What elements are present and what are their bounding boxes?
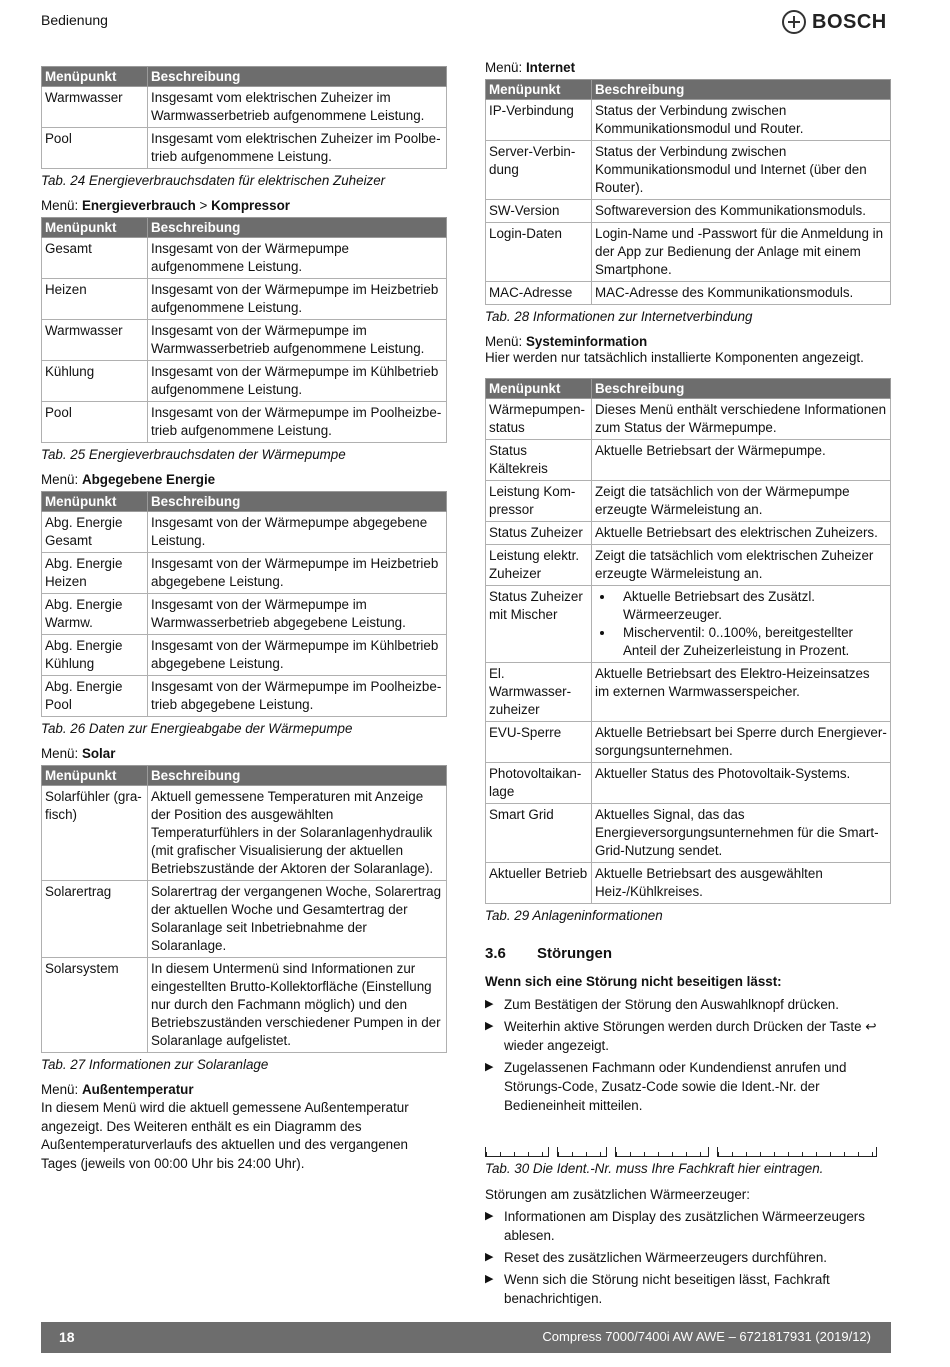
- menu-energieverbrauch-kompressor: Menü: Energieverbrauch > Kompressor: [41, 198, 290, 213]
- steps-list-2: [485, 1207, 891, 1308]
- table-25: Menüpunkt Beschreibung Gesamt Insgesamt von der Wärmepumpe aufgenommene Leistung. Heizen Insgesamt von der Wärmepumpe im Heizbetrieb aufgenommene Leistung. Warmwasser Insgesamt von der Wärmepumpe im Warmwasserbetrieb aufgenommene Leistung. Kühlung Insgesamt von der Wärmepumpe im Kühlbetrieb aufgenommene Leistung. Pool Insgesamt von der Wärmepumpe im Poolheizbetrieb aufgenommene Leistung.: [41, 217, 447, 443]
- table-29: Menüpunkt Beschreibung Wärmepumpenstatus Dieses Menü enthält verschiedene Informationen zum Status der Wärmepumpe. Status Kältekreis Aktuelle Betriebsart der Wärmepumpe. Leistung Kompressor Zeigt die tatsächlich von der Wärmepumpe erzeugte Wärmeleistung an. Status Zuheizer Aktuelle Betriebsart des elektrischen Zuheizers. Leistung elektr. Zuheizer Zeigt die tatsächlich vom elektrischen Zuheizer erzeugte Wärmeleistung an. Status Zuheizer mit Mischer • Aktuelle Betriebsart des Zusätzl. Wärmeerzeuger. • Mischerventil: 0..100%, bereitgestellter Anteil der Zuheizerleistung in Prozent. El. Warmwasserzuheizer Aktuelle Betriebsart des Elektro-Heizeinsatzes im externen Warmwasserspeicher. EVU-Sperre Aktuelle Betriebsart bei Sperre durch Energieversorgungsunternehmen. Photovoltaikanlage Aktueller Status des Photovoltaik-Systems. Smart Grid Aktuelles Signal, das das Energieversorgungsunternehmen für die Smart-Grid-Nutzung sendet. Aktueller Betrieb Aktuelle Betriebsart des ausgewählten Heiz-/Kühlkreises.: [485, 378, 891, 904]
- list-item: ▶ Wenn sich die Störung nicht beseitigen lässt, Fachkraft benachrichtigen.: [485, 1272, 830, 1306]
- table-row: Warmwasser Insgesamt vom elektrischen Zuheizer im Warmwasserbetrieb aufgenommene Leistung.: [42, 87, 447, 128]
- table-row: Wärmepumpenstatus Dieses Menü enthält verschiedene Informationen zum Status der Wärmepumpe.: [486, 398, 891, 439]
- bosch-armature-icon: [782, 10, 806, 34]
- table-row: IP-Verbindung Status der Verbindung zwischen Kommunikationsmodul und Router.: [486, 100, 891, 141]
- mischer-list: [595, 588, 887, 660]
- ident-segment: [717, 1147, 877, 1157]
- steps-list: [485, 995, 891, 1115]
- caption-tab-24: Tab. 24 Energieverbrauchsdaten für elektrischen Zuheizer: [41, 173, 386, 188]
- back-key-icon: ↩: [865, 1018, 877, 1034]
- table-row: MAC-Adresse MAC-Adresse des Kommunikationsmoduls.: [486, 282, 891, 305]
- section-lead-2: Störungen am zusätzlichen Wärmeerzeuger:: [485, 1186, 750, 1202]
- table-row: Gesamt Insgesamt von der Wärmepumpe aufgenommene Leistung.: [42, 238, 447, 279]
- table-26: Menüpunkt Beschreibung Abg. Energie Gesamt Insgesamt von der Wärmepumpe abgegebene Leistung. Abg. Energie Heizen Insgesamt von der Wärmepumpe im Heizbetrieb abgegebene Leistung. Abg. Energie Warmw. Insgesamt von der Wärmepumpe im Warmwasserbetrieb abgegebene Leistung. Abg. Energie Kühlung Insgesamt von der Wärmepumpe im Kühlbetrieb abgegebene Leistung. Abg. Energie Pool Insgesamt von der Wärmepumpe im Poolheizbetrieb abgegebene Leistung.: [41, 491, 447, 717]
- document-id: Compress 7000/7400i AW AWE – 6721817931 (2019/12): [542, 1329, 871, 1344]
- section-heading: 3.6 Störungen: [485, 944, 612, 962]
- table-row: Abg. Energie Heizen Insgesamt von der Wärmepumpe im Heizbetrieb abgegebene Leistung.: [42, 553, 447, 594]
- table-row: Photovoltaikanlage Aktueller Status des Photovoltaik-Systems.: [486, 762, 891, 803]
- table-row: Abg. Energie Warmw. Insgesamt von der Wärmepumpe im Warmwasserbetrieb abgegebene Leistung.: [42, 594, 447, 635]
- left-column: [41, 62, 447, 1173]
- brand-logo: [782, 10, 887, 34]
- col-header-menu: Menüpunkt: [42, 67, 148, 87]
- table-row: EVU-Sperre Aktuelle Betriebsart bei Sperre durch Energieversorgungsunternehmen.: [486, 721, 891, 762]
- table-27: Menüpunkt Beschreibung Solarfühler (grafisch) Aktuell gemessene Temperaturen mit Anzeige der Position des ausgewählten Temperaturfühlers in der Solaranlagenhydraulik (mit grafischer Visualisierung der aktuellen Betriebszustände der Aktoren der Solaranlage). Solarertrag Solarertrag der vergangenen Woche, Solarertrag der aktuellen Woche und Gesamtertrag der Solaranlage seit Inbetriebnahme der Solaranlage. Solarsystem In diesem Untermenü sind Informationen zur eingestellten Brutto-Kollektorfläche (Einstellung nur durch den Fachmann möglich) und den Betriebszuständen verschiedener Pumpen in der Solaranlage aufgelistet.: [41, 765, 447, 1053]
- table-row: Status Zuheizer mit Mischer • Aktuelle Betriebsart des Zusätzl. Wärmeerzeuger. • Mischerventil: 0..100%, bereitgestellter Anteil der Zuheizerleistung in Prozent.: [486, 585, 891, 662]
- arrow-right-icon: ▶: [485, 1210, 494, 1222]
- table-row: Pool Insgesamt von der Wärmepumpe im Poolheizbetrieb aufgenommene Leistung.: [42, 402, 447, 443]
- table-row: El. Warmwasserzuheizer Aktuelle Betriebsart des Elektro-Heizeinsatzes im externen Warmwasserspeicher.: [486, 662, 891, 721]
- systeminfo-intro: Hier werden nur tatsächlich installierte Komponenten angezeigt.: [485, 350, 864, 365]
- ident-segment: [485, 1147, 549, 1157]
- table-row: Solarertrag Solarertrag der vergangenen Woche, Solarertrag der aktuellen Woche und Gesamtertrag der Solaranlage seit Inbetriebnahme der Solaranlage.: [42, 881, 447, 958]
- page-number: 18: [59, 1329, 75, 1345]
- menu-internet: Menü: Internet: [485, 60, 576, 75]
- list-item: ▶ Informationen am Display des zusätzlichen Wärmeerzeugers ablesen.: [485, 1209, 865, 1243]
- table-row: Warmwasser Insgesamt von der Wärmepumpe im Warmwasserbetrieb aufgenommene Leistung.: [42, 320, 447, 361]
- arrow-right-icon: ▶: [485, 1251, 494, 1263]
- table-24: [41, 66, 447, 169]
- table-row: Smart Grid Aktuelles Signal, das das Energieversorgungsunternehmen für die Smart-Grid-Nutzung sendet.: [486, 803, 891, 862]
- menu-solar: Menü: Solar: [41, 746, 116, 761]
- arrow-right-icon: ▶: [485, 1273, 494, 1285]
- arrow-right-icon: ▶: [485, 1060, 494, 1073]
- table-row: Solarsystem In diesem Untermenü sind Informationen zur eingestellten Brutto-Kollektorfläche (Einstellung nur durch den Fachmann möglich) und den Betriebszuständen verschiedener Pumpen in der Solaranlage aufgelistet.: [42, 958, 447, 1053]
- arrow-right-icon: ▶: [485, 997, 494, 1010]
- list-item: • Aktuelle Betriebsart des Zusätzl. Wärmeerzeuger.: [615, 588, 887, 624]
- section-lead: Wenn sich eine Störung nicht beseitigen lässt:: [485, 973, 782, 989]
- table-row: Kühlung Insgesamt von der Wärmepumpe im Kühlbetrieb aufgenommene Leistung.: [42, 361, 447, 402]
- table-row: Abg. Energie Kühlung Insgesamt von der Wärmepumpe im Kühlbetrieb abgegebene Leistung.: [42, 635, 447, 676]
- table-row: Status Zuheizer Aktuelle Betriebsart des elektrischen Zuheizers.: [486, 521, 891, 544]
- ident-segment: [557, 1147, 607, 1157]
- caption-tab-26: Tab. 26 Daten zur Energieabgabe der Wärmepumpe: [41, 721, 353, 736]
- menu-systeminformation: Menü: Systeminformation: [485, 334, 648, 349]
- caption-tab-28: Tab. 28 Informationen zur Internetverbindung: [485, 309, 753, 324]
- menu-aussentemperatur: Menü: Außentemperatur: [41, 1082, 194, 1097]
- caption-tab-30: Tab. 30 Die Ident.-Nr. muss Ihre Fachkraft hier eintragen.: [485, 1160, 824, 1176]
- aussentemperatur-text: In diesem Menü wird die aktuell gemessene Außentemperatur angezeigt. Des Weiteren enthält es ein Diagramm des Außentemperaturverlaufs des aktuellen und des vergangenen Tages (jeweils von 00:00 Uhr bis 24:00 Uhr).: [41, 1100, 409, 1171]
- table-row: Server-Verbindung Status der Verbindung zwischen Kommunikationsmodul und Internet (über den Router).: [486, 141, 891, 200]
- arrow-right-icon: ▶: [485, 1019, 494, 1032]
- page-footer: [41, 1322, 891, 1353]
- menu-abgegebene-energie: Menü: Abgegebene Energie: [41, 472, 216, 487]
- caption-tab-27: Tab. 27 Informationen zur Solaranlage: [41, 1057, 269, 1072]
- table-row: Leistung Kompressor Zeigt die tatsächlich von der Wärmepumpe erzeugte Wärmeleistung an.: [486, 480, 891, 521]
- table-row: Pool Insgesamt vom elektrischen Zuheizer im Poolbetrieb aufgenommene Leistung.: [42, 128, 447, 169]
- list-item: • Mischerventil: 0..100%, bereitgestellter Anteil der Zuheizerleistung in Prozent.: [615, 624, 887, 660]
- table-row: Aktueller Betrieb Aktuelle Betriebsart des ausgewählten Heiz-/Kühlkreises.: [486, 862, 891, 903]
- caption-tab-25: Tab. 25 Energieverbrauchsdaten der Wärmepumpe: [41, 447, 346, 462]
- right-column: [485, 60, 891, 1311]
- ident-number-field: [485, 1139, 891, 1157]
- table-row: SW-Version Softwareversion des Kommunikationsmoduls.: [486, 200, 891, 223]
- header-title: Bedienung: [41, 12, 108, 28]
- table-row: Solarfühler (grafisch) Aktuell gemessene Temperaturen mit Anzeige der Position des ausgewählten Temperaturfühlers in der Solaranlagenhydraulik (mit grafischer Visualisierung der aktuellen Betriebszustände der Aktoren der Solaranlage).: [42, 786, 447, 881]
- col-header-desc: Beschreibung: [148, 67, 447, 87]
- table-row: Leistung elektr. Zuheizer Zeigt die tatsächlich vom elektrischen Zuheizer erzeugte Wärmeleistung an.: [486, 544, 891, 585]
- table-row: Abg. Energie Pool Insgesamt von der Wärmepumpe im Poolheizbetrieb abgegebene Leistung.: [42, 676, 447, 717]
- table-28: Menüpunkt Beschreibung IP-Verbindung Status der Verbindung zwischen Kommunikationsmodul und Router. Server-Verbindung Status der Verbindung zwischen Kommunikationsmodul und Internet (über den Router). SW-Version Softwareversion des Kommunikationsmoduls. Login-Daten Login-Name und -Passwort für die Anmeldung in der App zur Bedienung der Anlage mit einem Smartphone. MAC-Adresse MAC-Adresse des Kommunikationsmoduls.: [485, 79, 891, 305]
- table-row: Login-Daten Login-Name und -Passwort für die Anmeldung in der App zur Bedienung der Anlage mit einem Smartphone.: [486, 223, 891, 282]
- table-row: Status Kältekreis Aktuelle Betriebsart der Wärmepumpe.: [486, 439, 891, 480]
- table-row: Abg. Energie Gesamt Insgesamt von der Wärmepumpe abgegebene Leistung.: [42, 512, 447, 553]
- ident-segment: [615, 1147, 709, 1157]
- brand-name: BOSCH: [812, 10, 887, 33]
- table-row: Heizen Insgesamt von der Wärmepumpe im Heizbetrieb aufgenommene Leistung.: [42, 279, 447, 320]
- list-item: ▶ Zum Bestätigen der Störung den Auswahlknopf drücken.: [485, 996, 839, 1012]
- list-item: ▶ Zugelassenen Fachmann oder Kundendienst anrufen und Störungs-Code, Zusatz-Code sowie die Ident.-Nr. der Bedieneinheit mitteilen.: [485, 1059, 847, 1113]
- caption-tab-29: Tab. 29 Anlageninformationen: [485, 907, 663, 923]
- list-item: ▶ Reset des zusätzlichen Wärmeerzeugers durchführen.: [485, 1250, 828, 1265]
- list-item: ▶ Weiterhin aktive Störungen werden durch Drücken der Taste ↩ wieder angezeigt.: [485, 1018, 877, 1053]
